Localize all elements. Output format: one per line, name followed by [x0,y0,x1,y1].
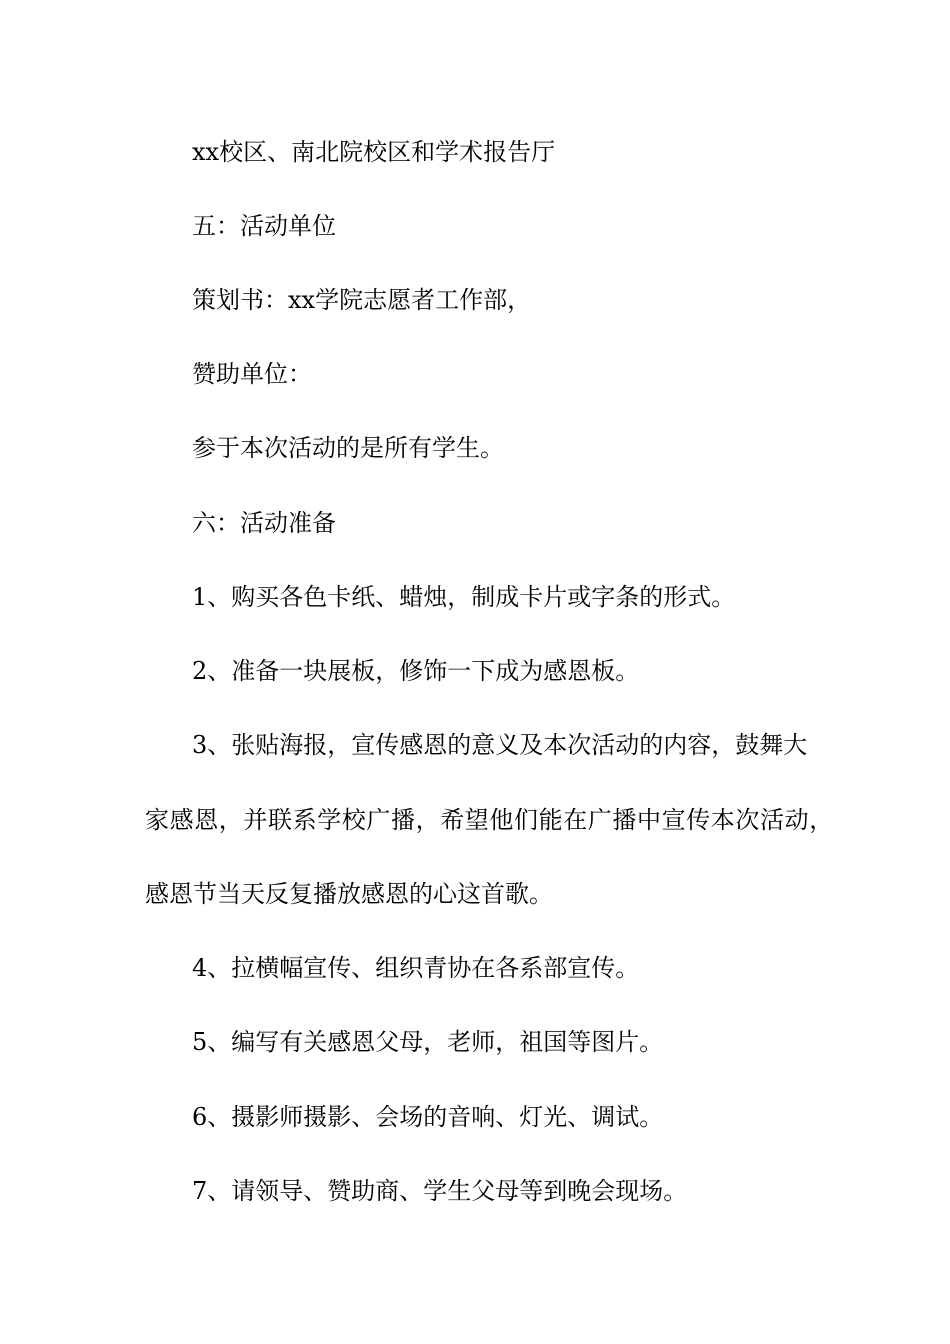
planner-line: 策划书：xx学院志愿者工作部， [192,286,532,314]
prep-item-5: 5、编写有关感恩父母，老师，祖国等图片。 [192,1028,664,1056]
prep-item-3-line-3: 感恩节当天反复播放感恩的心这首歌。 [145,880,553,908]
prep-item-6: 6、摄影师摄影、会场的音响、灯光、调试。 [192,1103,664,1131]
venue-line: xx校区、南北院校区和学术报告厅 [192,138,556,166]
prep-item-4: 4、拉横幅宣传、组织青协在各系部宣传。 [192,954,640,982]
prep-item-7: 7、请领导、赞助商、学生父母等到晚会现场。 [192,1177,688,1205]
section-heading-preparation: 六：活动准备 [192,509,336,537]
sponsor-line: 赞助单位： [192,360,312,388]
participants-line: 参于本次活动的是所有学生。 [192,434,504,462]
prep-item-1: 1、购买各色卡纸、蜡烛，制成卡片或字条的形式。 [192,583,736,611]
prep-item-2: 2、准备一块展板，修饰一下成为感恩板。 [192,657,640,685]
section-heading-units: 五：活动单位 [192,212,336,240]
prep-item-3-line-1: 3、张贴海报，宣传感恩的意义及本次活动的内容，鼓舞大 [192,731,808,759]
prep-item-3-line-2: 家感恩，并联系学校广播，希望他们能在广播中宣传本次活动， [145,806,834,834]
